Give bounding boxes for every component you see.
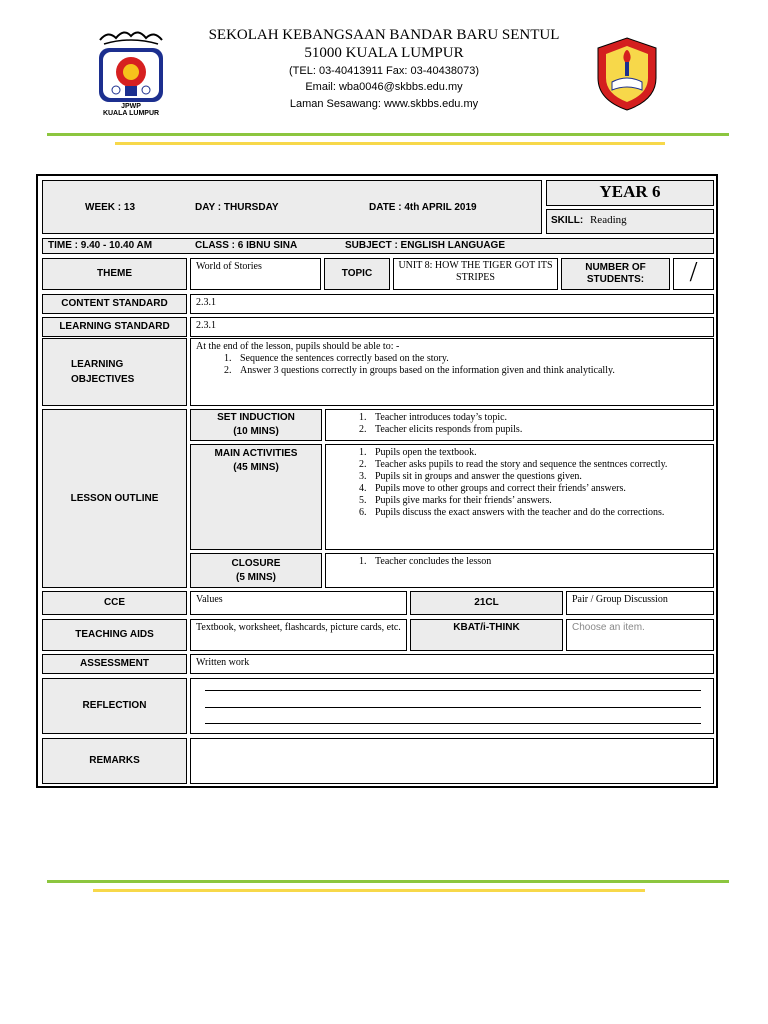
reflection-cell[interactable]: [190, 678, 714, 734]
main-activities-cell: [325, 444, 714, 550]
header-green-rule: [47, 133, 729, 136]
year-text: YEAR 6: [599, 182, 661, 201]
day-text: DAY : THURSDAY: [195, 202, 279, 213]
header-yellow-rule: [115, 142, 665, 145]
school-name: SEKOLAH KEBANGSAAN BANDAR BARU SENTUL: [208, 27, 560, 43]
week-text: WEEK : 13: [85, 202, 136, 213]
set-induction-label: SET INDUCTION: [217, 412, 295, 423]
reflection-line: [205, 707, 701, 708]
main-activity-item: 6. Pupils discuss the exact answers with the teacher and do the corrections.: [369, 507, 708, 519]
year-cell: [546, 180, 714, 206]
objectives-intro: At the end of the lesson, pupils should be able to: -: [196, 341, 400, 352]
closure-time: (5 MINS): [236, 571, 276, 583]
assessment-value: Written work: [190, 654, 714, 674]
objectives-list: [196, 353, 708, 377]
reflection-label: REFLECTION: [42, 678, 187, 734]
skill-cell: [546, 209, 714, 234]
objectives-cell: [190, 338, 714, 406]
main-activity-item: 5. Pupils give marks for their friends’ answers.: [369, 495, 708, 507]
main-activity-item: 2. Teacher asks pupils to read the story and sequence the sentnces correctly.: [369, 459, 708, 471]
skill-value: Reading: [589, 214, 627, 226]
topic-label: TOPIC: [324, 258, 390, 290]
main-activity-item: 3. Pupils sit in groups and answer the questions given.: [369, 471, 708, 483]
school-tel: (TEL: 03-40413911 Fax: 03-40438073): [289, 65, 479, 77]
learning-standard-value: 2.3.1: [190, 317, 714, 337]
time-text: TIME : 9.40 - 10.40 AM: [48, 240, 153, 251]
left-logo-caption-1: JPWP: [121, 103, 141, 110]
set-induction-list: [331, 412, 708, 436]
main-activity-item: 4. Pupils move to other groups and correct their friends’ answers.: [369, 483, 708, 495]
closure-label-cell: [190, 553, 322, 588]
class-text: CLASS : 6 IBNU SINA: [195, 240, 298, 251]
main-activity-item: 1. Pupils open the textbook.: [369, 447, 708, 459]
school-city: 51000 KUALA LUMPUR: [304, 45, 464, 61]
lesson-plan-table: [36, 174, 718, 788]
set-induction-item: 1. Teacher introduces today’s topic.: [369, 412, 708, 424]
remarks-cell[interactable]: [190, 738, 714, 784]
cce-label: CCE: [42, 591, 187, 615]
students-label: NUMBER OF STUDENTS:: [561, 258, 670, 290]
week-day-date-cell: [42, 180, 542, 234]
time-class-subject-cell: [42, 238, 714, 254]
21cl-label: 21CL: [410, 591, 563, 615]
main-activities-time: (45 MINS): [233, 462, 279, 473]
objective-item: 2. Answer 3 questions correctly in groups based on the information given and think analytically.: [234, 365, 708, 377]
cce-value: Values: [190, 591, 407, 615]
date-text: DATE : 4th APRIL 2019: [369, 202, 477, 213]
kbat-label: KBAT/i-THINK: [410, 619, 563, 651]
topic-value: UNIT 8: HOW THE TIGER GOT ITS STRIPES: [393, 258, 558, 290]
reflection-line: [205, 723, 701, 724]
reflection-line: [205, 690, 701, 691]
main-activities-label: MAIN ACTIVITIES: [214, 448, 298, 459]
footer-yellow-rule: [93, 889, 645, 892]
kbat-select[interactable]: Choose an item.: [566, 619, 714, 651]
main-activities-label-cell: [190, 444, 322, 550]
closure-item: 1. Teacher concludes the lesson: [369, 556, 708, 568]
lesson-outline-label: LESSON OUTLINE: [42, 409, 187, 588]
assessment-label: ASSESSMENT: [42, 654, 187, 674]
theme-value: World of Stories: [190, 258, 321, 290]
theme-label: THEME: [42, 258, 187, 290]
set-induction-cell: [325, 409, 714, 441]
set-induction-item: 2. Teacher elicits responds from pupils.: [369, 424, 708, 436]
content-standard-value: 2.3.1: [190, 294, 714, 314]
set-induction-label-cell: [190, 409, 322, 441]
teaching-aids-value: Textbook, worksheet, flashcards, picture cards, etc.: [190, 619, 407, 651]
subject-text: SUBJECT : ENGLISH LANGUAGE: [345, 240, 506, 251]
content-standard-label: CONTENT STANDARD: [42, 294, 187, 314]
skill-label: SKILL:: [551, 215, 584, 226]
closure-cell: [325, 553, 714, 588]
closure-list: [331, 556, 708, 568]
students-value: /: [673, 258, 714, 290]
left-logo-caption-2: KUALA LUMPUR: [102, 110, 160, 117]
objectives-label: LEARNING OBJECTIVES: [42, 338, 187, 406]
21cl-value: Pair / Group Discussion: [566, 591, 714, 615]
school-email: Email: wba0046@skbbs.edu.my: [305, 81, 463, 93]
set-induction-time: (10 MINS): [233, 426, 279, 437]
objective-item: 1. Sequence the sentences correctly based on the story.: [234, 353, 708, 365]
main-activities-list: [331, 447, 708, 519]
teaching-aids-label: TEACHING AIDS: [42, 619, 187, 651]
school-website: Laman Sesawang: www.skbbs.edu.my: [289, 98, 479, 110]
learning-standard-label: LEARNING STANDARD: [42, 317, 187, 337]
closure-label: CLOSURE: [231, 557, 281, 569]
remarks-label: REMARKS: [42, 738, 187, 784]
footer-green-rule: [47, 880, 729, 883]
